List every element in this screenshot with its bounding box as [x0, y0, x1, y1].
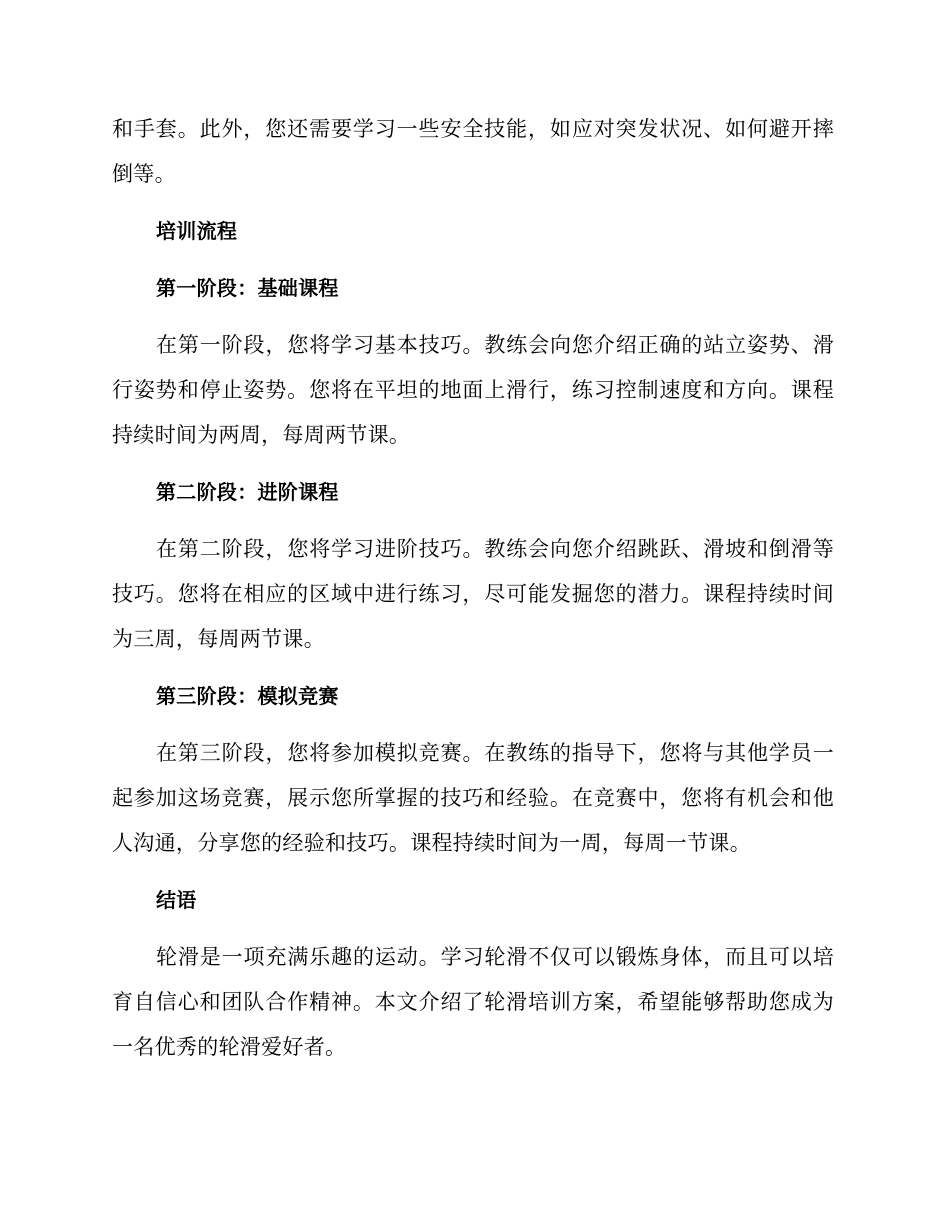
paragraph-stage-two: 在第二阶段，您将学习进阶技巧。教练会向您介绍跳跃、滑坡和倒滑等技巧。您将在相应的区域中进行练习，尽可能发掘您的潜力。课程持续时间为三周，每周两节课。: [112, 537, 834, 651]
paragraph-safety-gear: 和手套。此外，您还需要学习一些安全技能，如应对突发状况、如何避开摔倒等。: [112, 117, 834, 186]
heading-conclusion: 结语: [156, 888, 197, 912]
heading-stage-three: 第三阶段：模拟竞赛: [156, 684, 339, 708]
heading-training-process: 培训流程: [156, 219, 238, 243]
document-body: [112, 107, 834, 1082]
paragraph-stage-one: 在第一阶段，您将学习基本技巧。教练会向您介绍正确的站立姿势、滑行姿势和停止姿势。您将在平坦的地面上滑行，练习控制速度和方向。课程持续时间为两周，每周两节课。: [112, 333, 834, 447]
paragraph-conclusion: 轮滑是一项充满乐趣的运动。学习轮滑不仅可以锻炼身体，而且可以培育自信心和团队合作精神。本文介绍了轮滑培训方案，希望能够帮助您成为一名优秀的轮滑爱好者。: [112, 945, 834, 1059]
heading-stage-one: 第一阶段：基础课程: [156, 276, 339, 300]
paragraph-stage-three: 在第三阶段，您将参加模拟竞赛。在教练的指导下，您将与其他学员一起参加这场竞赛，展示您所掌握的技巧和经验。在竞赛中，您将有机会和他人沟通，分享您的经验和技巧。课程持续时间为一周，每周一节课。: [112, 741, 834, 855]
heading-stage-two: 第二阶段：进阶课程: [156, 480, 339, 504]
